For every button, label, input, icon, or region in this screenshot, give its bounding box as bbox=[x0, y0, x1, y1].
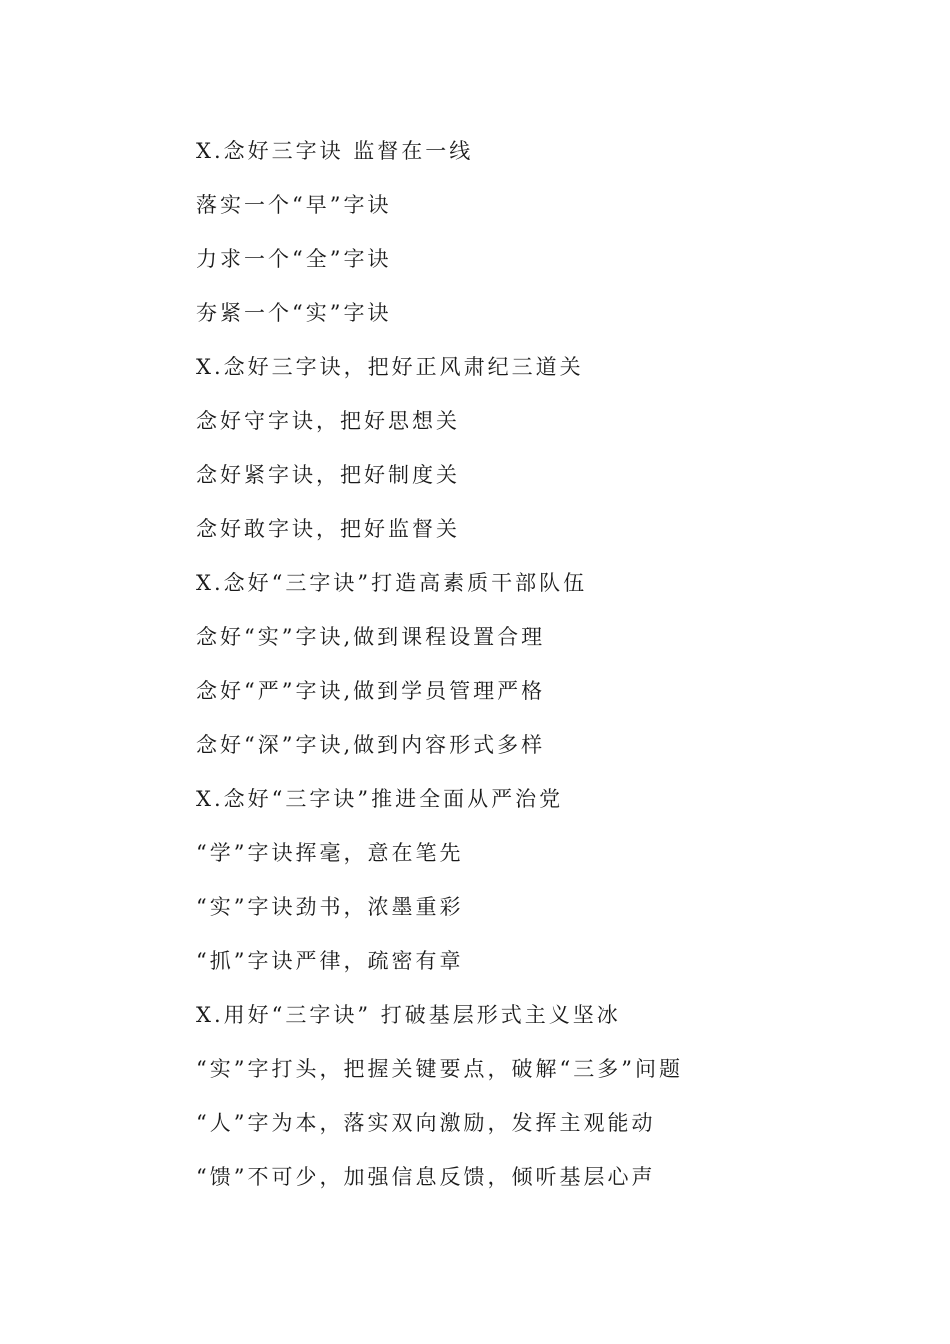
document-body bbox=[196, 134, 916, 1214]
item-5-1: “实”字打头，把握关键要点，破解“三多”问题 bbox=[196, 1057, 683, 1081]
heading-2: X.念好三字诀，把好正风肃纪三道关 bbox=[196, 355, 584, 379]
item-3-2: 念好“严”字诀,做到学员管理严格 bbox=[196, 679, 546, 703]
item-5-3: “馈”不可少，加强信息反馈，倾听基层心声 bbox=[196, 1165, 656, 1189]
item-4-2: “实”字诀劲书，浓墨重彩 bbox=[196, 895, 464, 919]
item-1-3: 夯紧一个“实”字诀 bbox=[196, 301, 392, 325]
item-4-3: “抓”字诀严律，疏密有章 bbox=[196, 949, 464, 973]
item-3-1: 念好“实”字诀,做到课程设置合理 bbox=[196, 625, 546, 649]
item-1-1: 落实一个“早”字诀 bbox=[196, 193, 392, 217]
item-5-2: “人”字为本，落实双向激励，发挥主观能动 bbox=[196, 1111, 656, 1135]
item-4-1: “学”字诀挥毫，意在笔先 bbox=[196, 841, 464, 865]
heading-4: X.念好“三字诀”推进全面从严治党 bbox=[196, 787, 564, 811]
heading-1: X.念好三字诀 监督在一线 bbox=[196, 139, 474, 163]
item-3-3: 念好“深”字诀,做到内容形式多样 bbox=[196, 733, 546, 757]
item-1-2: 力求一个“全”字诀 bbox=[196, 247, 392, 271]
item-2-1: 念好守字诀，把好思想关 bbox=[196, 409, 460, 433]
item-2-2: 念好紧字诀，把好制度关 bbox=[196, 463, 460, 487]
item-2-3: 念好敢字诀，把好监督关 bbox=[196, 517, 460, 541]
heading-5: X.用好“三字诀” 打破基层形式主义坚冰 bbox=[196, 1003, 621, 1027]
heading-3: X.念好“三字诀”打造高素质干部队伍 bbox=[196, 571, 588, 595]
